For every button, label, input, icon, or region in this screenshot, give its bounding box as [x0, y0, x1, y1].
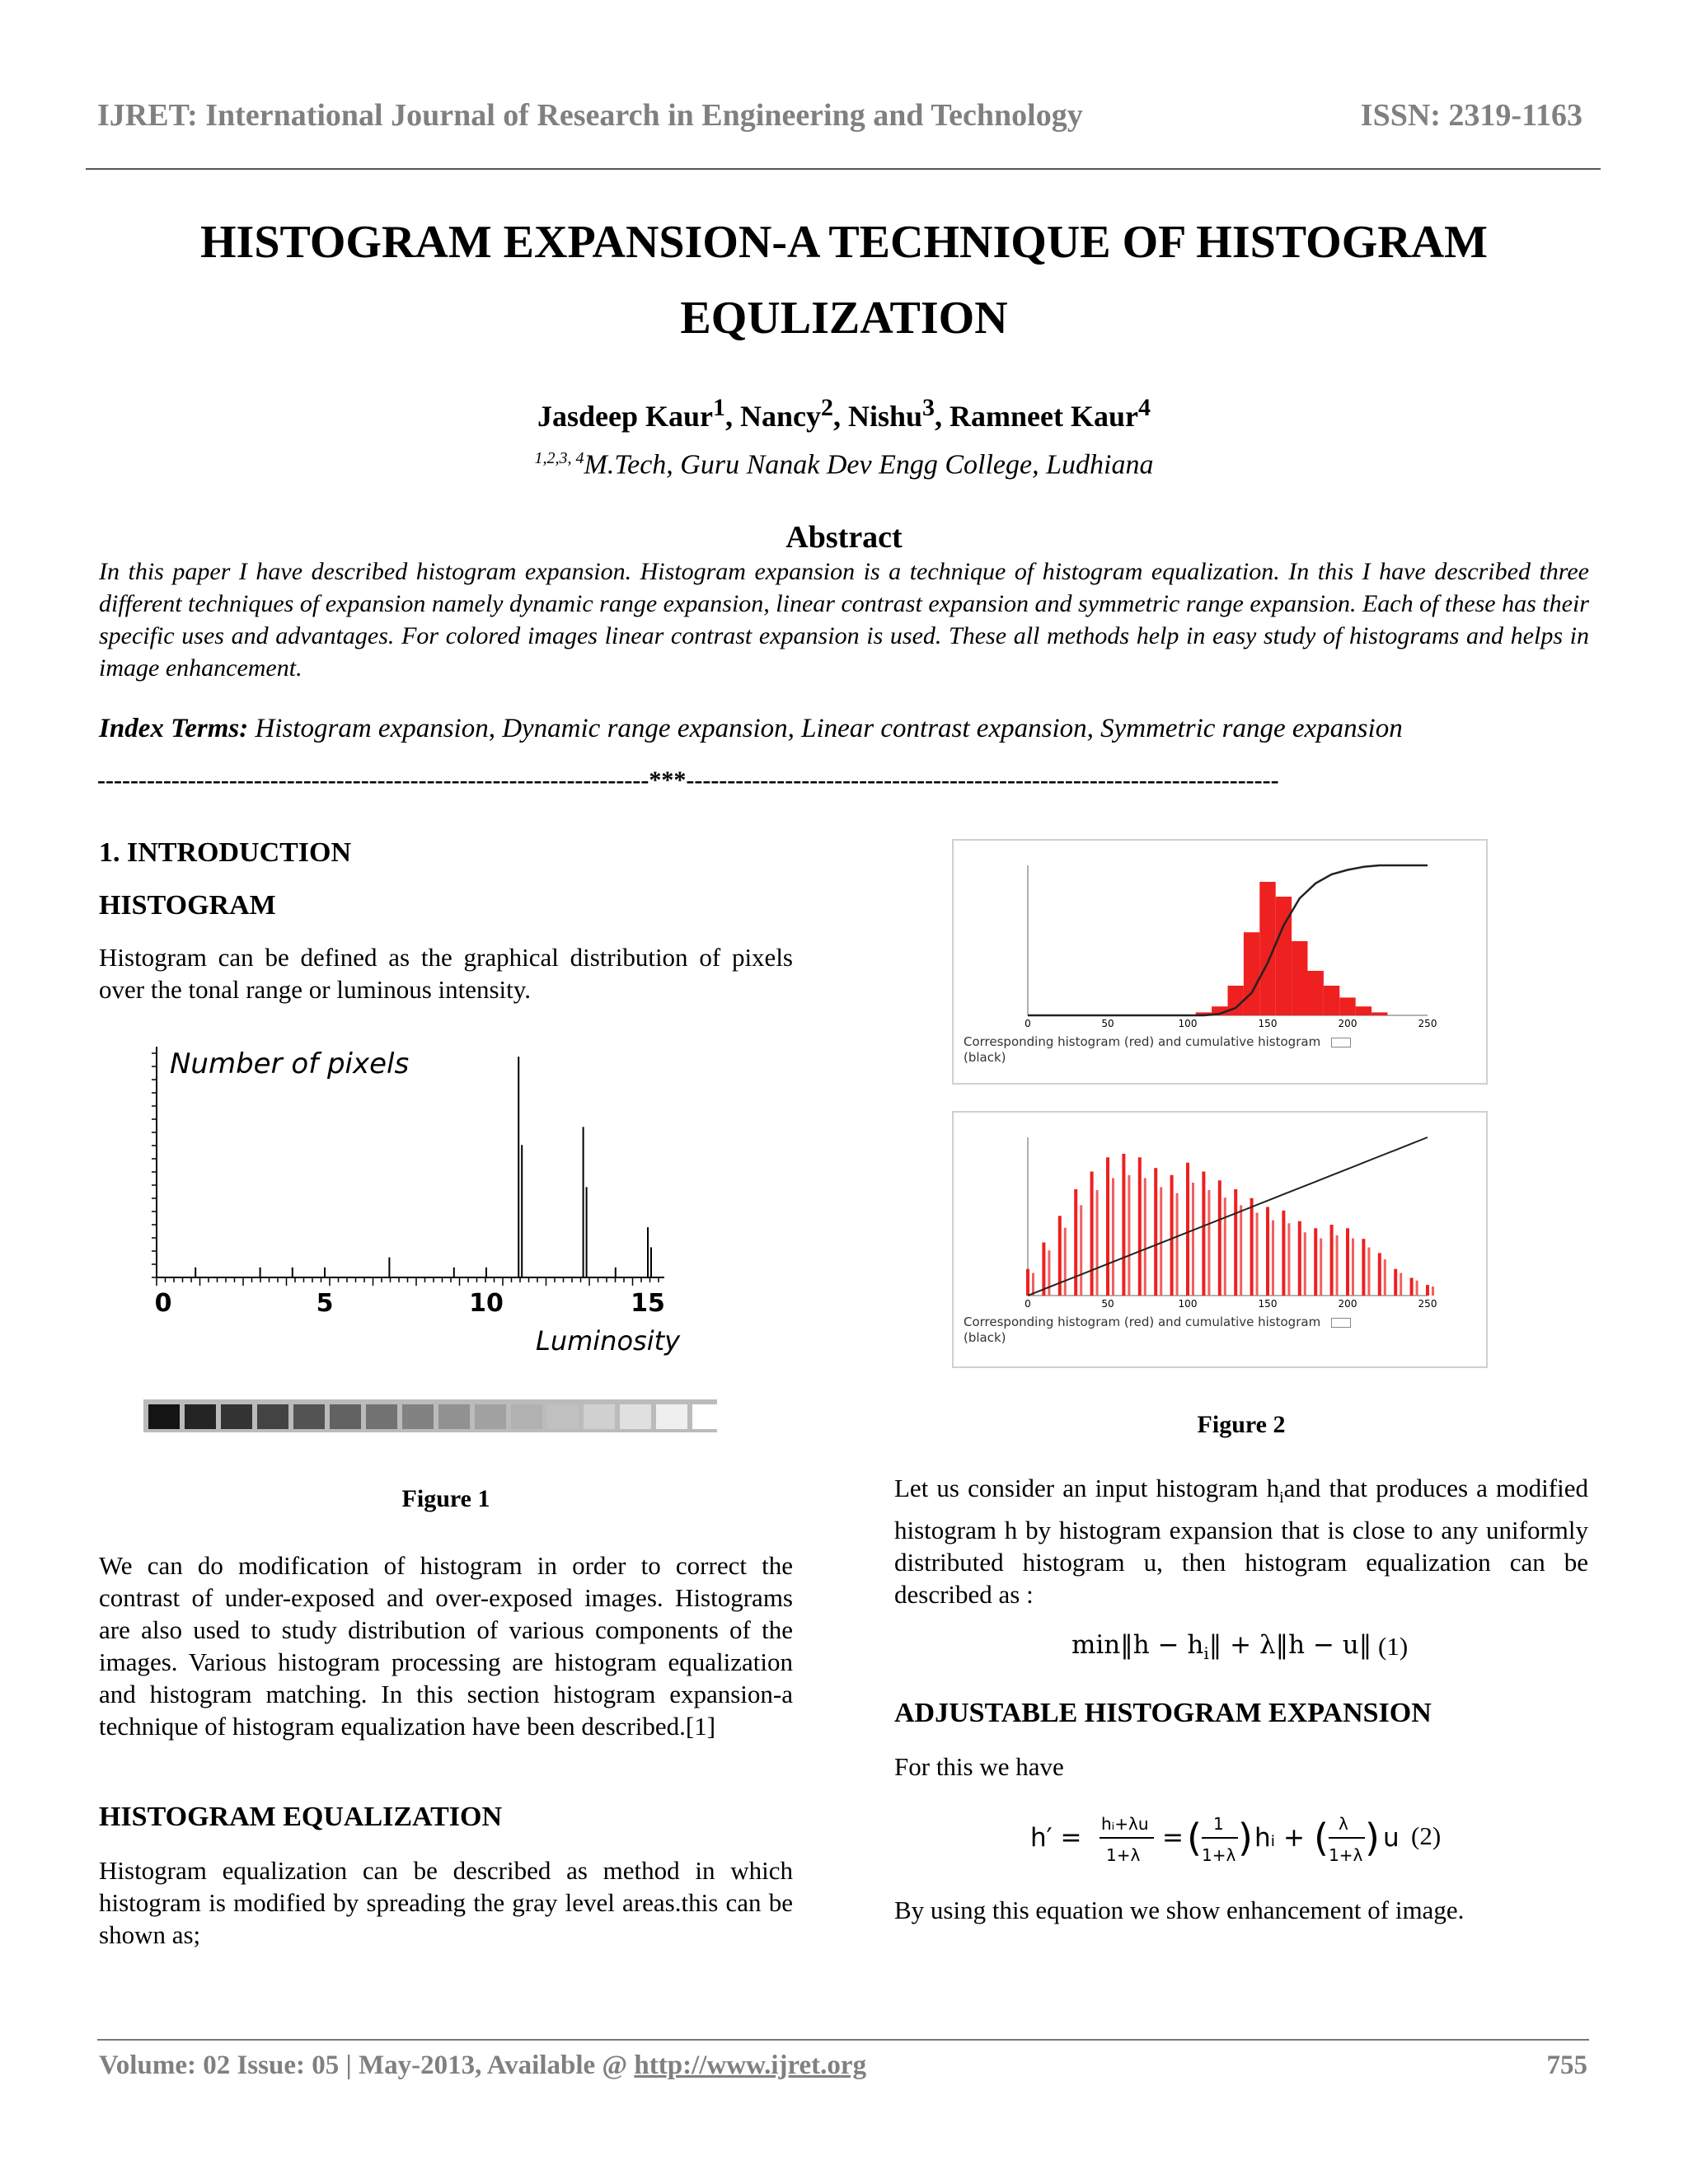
bar [1287, 1223, 1290, 1296]
bar [1352, 1239, 1354, 1296]
figure1-tick-labels [155, 1289, 665, 1318]
figure2-top-panel [952, 839, 1488, 1085]
bar [1080, 1205, 1082, 1296]
bar [1144, 1178, 1146, 1296]
gray-swatch [366, 1404, 397, 1429]
gray-swatch [511, 1404, 542, 1429]
bar [1256, 1212, 1259, 1296]
bar [1282, 1211, 1285, 1296]
figure2-bottom-caption [954, 1315, 1486, 1346]
footer-link[interactable]: http://www.ijret.org [634, 2050, 867, 2080]
bar [1304, 1232, 1306, 1296]
gray-swatch [475, 1404, 506, 1429]
tick-label: 100 [1178, 1298, 1198, 1310]
bar [1096, 1190, 1099, 1296]
gray-swatch [438, 1404, 470, 1429]
bar [1074, 1189, 1077, 1296]
expand-icon[interactable] [1331, 1038, 1351, 1047]
issn-header: ISSN: 2319-1163 [1360, 98, 1582, 133]
tick-label: 50 [1101, 1298, 1114, 1310]
svg-text:): ) [1238, 1816, 1253, 1860]
bar [1186, 1163, 1189, 1296]
bar [1394, 1269, 1397, 1296]
bar [1176, 1193, 1179, 1296]
figure2-bottom-ticks [1025, 1298, 1437, 1310]
consider-text-2: and that produces a modified histogram h by histogram expansion that is close to any uniformly distributed histogram u, then histogram equalization can be described as : [894, 1474, 1588, 1610]
bar [1367, 1248, 1370, 1296]
svg-text:hᵢ+λu: hᵢ+λu [1101, 1814, 1149, 1834]
bar [1064, 1228, 1067, 1296]
bar [1192, 1183, 1194, 1296]
bar [1378, 1253, 1381, 1296]
bar [1218, 1180, 1221, 1296]
bar [1339, 997, 1355, 1015]
tick-label: 0 [1025, 1298, 1031, 1310]
figure2-bottom-bars [1026, 1154, 1434, 1296]
bar [1272, 1221, 1274, 1296]
caption-line: (black) [964, 1050, 1006, 1065]
bar [1106, 1157, 1109, 1296]
gray-swatch [656, 1404, 687, 1429]
bar [1426, 1285, 1429, 1296]
bar [1314, 1228, 1317, 1296]
eq2-number: (2) [1411, 1821, 1442, 1850]
title-line-2: EQULIZATION [680, 293, 1008, 344]
caption-line: Corresponding histogram (red) and cumulative histogram [964, 1315, 1321, 1329]
authors: Jasdeep Kaur$^1$, Nancy$^2$, Nishu$^3$, Ramneet Kaur$^4$ [537, 394, 1151, 433]
paper-title [0, 204, 1688, 356]
header-rule [86, 168, 1601, 170]
figure1-axes [152, 1047, 664, 1286]
svg-text:hᵢ +: hᵢ + [1254, 1823, 1306, 1853]
for-this-text: For this we have [894, 1752, 1064, 1781]
bar [1240, 1205, 1242, 1296]
eq1-min: min‖h − $h_i‖$ + λ‖h − u‖ [1071, 1630, 1372, 1664]
gray-swatch [692, 1404, 717, 1429]
index-terms [99, 714, 1599, 744]
figure2-top-caption [954, 1034, 1486, 1066]
gray-swatch [547, 1404, 579, 1429]
tick-label: 100 [1178, 1018, 1198, 1029]
bar [1308, 971, 1324, 1015]
gray-swatch [221, 1404, 252, 1429]
footer-volume: Volume: 02 Issue: 05 | May-2013, Available @ http://www.ijret.org [99, 2050, 867, 2080]
author-sup: 3 [922, 394, 935, 421]
figure2-top-chart [954, 841, 1486, 1030]
bar [1250, 1198, 1254, 1296]
svg-text:(: ( [1314, 1816, 1329, 1860]
bar [1244, 932, 1259, 1015]
bar [1032, 1273, 1034, 1296]
bar [1160, 1187, 1162, 1296]
author-name: Nishu [847, 400, 923, 433]
tick-label: 150 [1258, 1298, 1278, 1310]
caption-line: (black) [964, 1330, 1006, 1345]
bar [1432, 1286, 1434, 1296]
tick-label: 200 [1338, 1298, 1357, 1310]
bar [1207, 1190, 1210, 1296]
modification-paragraph: We can do modification of histogram in order to correct the contrast of under-exposed and over-exposed images. Histograms are also used to study distribution of various components of the images. Various histogram processing are histogram equalization and histogram matching. In this section histogram expansion-a technique of histogram equalization have been described.[1] [99, 1551, 793, 1741]
abstract-text: In this paper I have described histogram expansion. Histogram expansion is a technique of histogram equalization. In this I have described three different techniques of expansion namely dynamic range expansion, linear contrast expansion and symmetric range expansion. Each of these has their specific uses and advantages. For colored images linear contrast expansion is used. These all methods help in easy study of histograms and helps in image enhancement. [99, 558, 1589, 682]
histogram-paragraph: Histogram can be defined as the graphical distribution of pixels over the tonal range or luminous intensity. [99, 943, 793, 1004]
consider-sub: i [1279, 1488, 1284, 1507]
adjustable-heading: ADJUSTABLE HISTOGRAM EXPANSION [894, 1698, 1432, 1728]
figure2-top-ticks [1025, 1018, 1437, 1029]
bar [1128, 1175, 1130, 1296]
intro-heading: 1. INTRODUCTION [99, 837, 352, 868]
bar [1112, 1178, 1114, 1296]
tick-label: 250 [1418, 1298, 1437, 1310]
author-name: Ramneet Kaur [950, 400, 1139, 433]
title-line-1: HISTOGRAM EXPANSION-A TECHNIQUE OF HISTOGRAM [199, 217, 1488, 268]
bar [1048, 1250, 1050, 1296]
bar [1138, 1157, 1142, 1296]
abstract-heading: Abstract [785, 520, 903, 555]
figure2-bottom-panel [952, 1111, 1488, 1368]
bar [1400, 1273, 1402, 1296]
bar [1202, 1172, 1205, 1296]
svg-text:1+λ: 1+λ [1106, 1845, 1141, 1865]
expand-icon[interactable] [1331, 1318, 1351, 1328]
bar [1384, 1259, 1386, 1296]
author-sup: 4 [1138, 394, 1151, 421]
affiliation-sup: 1,2,3, 4 [534, 449, 584, 467]
tick-label: 10 [469, 1289, 504, 1318]
gray-swatch [185, 1404, 216, 1429]
tick-label: 50 [1101, 1018, 1114, 1029]
svg-text:(: ( [1187, 1816, 1202, 1860]
figure2-bottom-cumulative [1028, 1137, 1428, 1296]
tick-label: 250 [1418, 1018, 1437, 1029]
bar [1320, 1239, 1322, 1296]
page-number: 755 [1546, 2050, 1587, 2080]
affiliation-text: M.Tech, Guru Nanak Dev Engg College, Ludhiana [584, 449, 1154, 480]
tick-label: 0 [1025, 1018, 1031, 1029]
caption-line: Corresponding histogram (red) and cumulative histogram [964, 1034, 1321, 1049]
figure1-xlabel: Luminosity [536, 1325, 681, 1357]
gray-swatch [148, 1404, 180, 1429]
tick-label: 5 [316, 1289, 334, 1318]
bar [1090, 1172, 1094, 1296]
tick-label: 150 [1258, 1018, 1278, 1029]
footer-rule [97, 2039, 1589, 2041]
consider-text-1: Let us consider an input histogram h [894, 1474, 1280, 1502]
consider-paragraph [894, 1472, 1588, 1610]
figure1-ylabel: Number of pixels [170, 1047, 410, 1080]
index-text: Histogram expansion, Dynamic range expansion, Linear contrast expansion, Symmetric range expansion [248, 714, 1403, 743]
gray-swatch [293, 1404, 325, 1429]
author-sup: 2 [820, 394, 833, 421]
bar [1410, 1278, 1414, 1296]
affiliation [0, 449, 1688, 480]
author-name: Jasdeep Kaur [537, 400, 713, 433]
figure1-bars [163, 1057, 651, 1277]
author-sup: 1 [712, 394, 725, 421]
figure1-gray-strip [143, 1399, 717, 1432]
gray-swatch [330, 1404, 361, 1429]
histogram-heading: HISTOGRAM [99, 890, 276, 921]
journal-header: IJRET: International Journal of Research in Engineering and Technology [97, 98, 1083, 133]
tick-label: 0 [154, 1289, 172, 1318]
bar [1346, 1228, 1349, 1296]
bar [1292, 941, 1307, 1015]
svg-text:1: 1 [1213, 1814, 1224, 1834]
svg-text:h′ =: h′ = [1030, 1823, 1082, 1853]
author-name: Nancy [739, 400, 821, 433]
bar [1170, 1175, 1174, 1296]
bar [1356, 1006, 1372, 1015]
index-label: Index Terms: [99, 714, 249, 743]
svg-text:): ) [1365, 1816, 1380, 1860]
gray-swatch [620, 1404, 651, 1429]
bar [1324, 986, 1339, 1015]
tick-label: 200 [1338, 1018, 1357, 1029]
bar [1122, 1154, 1125, 1296]
bar [1330, 1225, 1334, 1296]
gray-swatch [257, 1404, 288, 1429]
bar [1266, 1207, 1269, 1296]
separator: -------------------------------------------------------------------***------------------------------------------------------------------------ [97, 766, 1279, 794]
tick-label: 15 [631, 1289, 665, 1318]
bar [1362, 1239, 1365, 1296]
bar [1234, 1189, 1237, 1296]
svg-text:u: u [1383, 1823, 1400, 1853]
equalization-heading: HISTOGRAM EQUALIZATION [99, 1802, 502, 1832]
bar [1042, 1243, 1045, 1296]
bar [1416, 1281, 1418, 1296]
svg-text:1+λ: 1+λ [1202, 1845, 1236, 1865]
figure2-top-bars [1196, 882, 1388, 1015]
svg-text:λ: λ [1339, 1814, 1348, 1834]
bar [1336, 1235, 1339, 1296]
gray-swatch [402, 1404, 434, 1429]
figure2-caption: Figure 2 [1197, 1411, 1286, 1438]
figure1-caption: Figure 1 [401, 1485, 490, 1512]
bar [1298, 1221, 1301, 1296]
by-using-text: By using this equation we show enhancement of image. [894, 1896, 1465, 1924]
eq1-number: (1) [1378, 1632, 1409, 1661]
figure2-bottom-chart [954, 1113, 1486, 1310]
bar [1372, 1012, 1387, 1015]
bar [1026, 1269, 1029, 1296]
svg-text:=: = [1162, 1823, 1184, 1853]
equation-2 [1030, 1802, 1459, 1876]
bar [1154, 1168, 1157, 1296]
svg-text:1+λ: 1+λ [1329, 1845, 1363, 1865]
figure1-chart [140, 1038, 717, 1434]
bar [1224, 1197, 1226, 1296]
equalization-paragraph: Histogram equalization can be described as method in which histogram is modified by spreading the gray level areas.this can be shown as; [99, 1856, 793, 1949]
gray-swatch [584, 1404, 615, 1429]
equation-1 [1071, 1630, 1372, 1663]
